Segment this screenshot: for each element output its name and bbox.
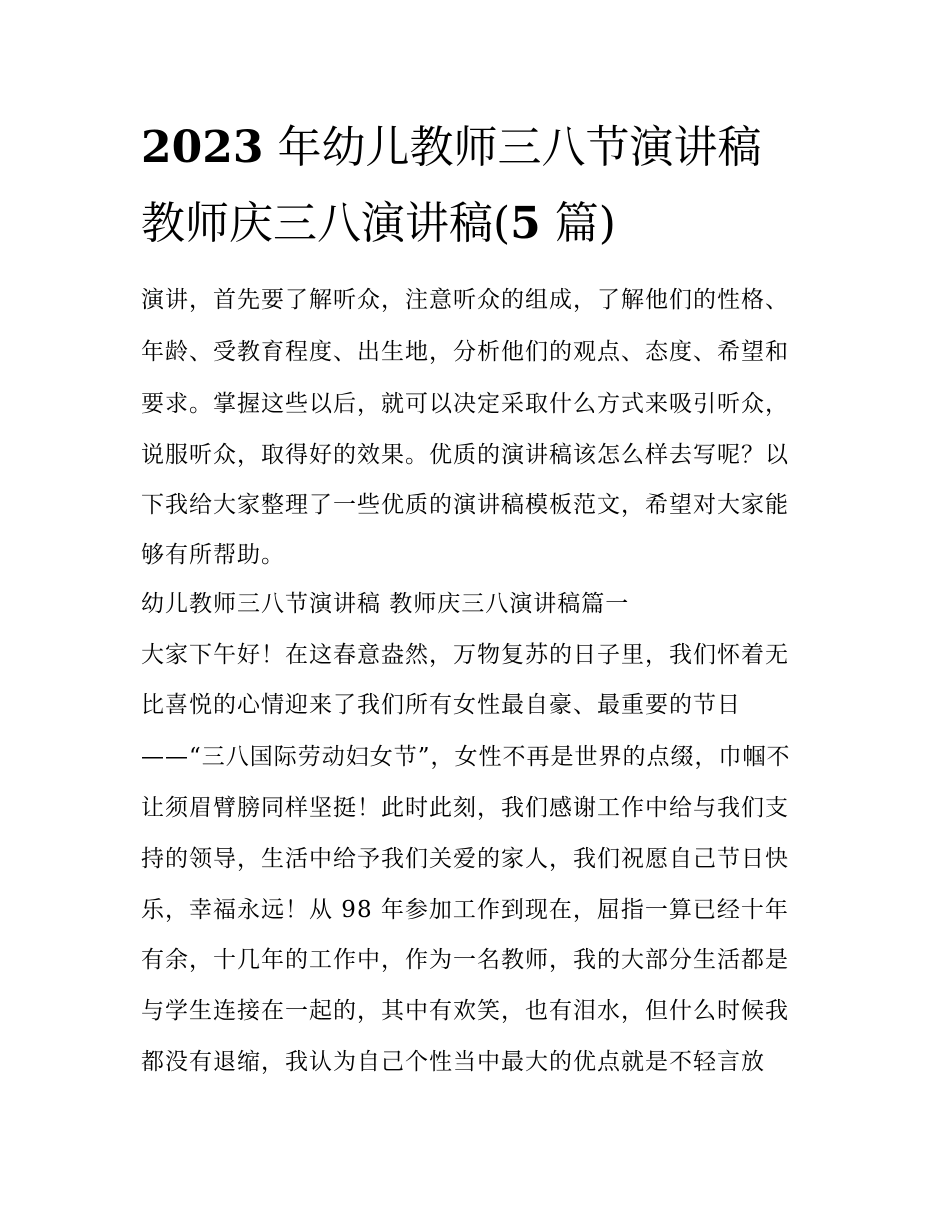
body-line: 够有所帮助。 [141, 542, 285, 568]
title-count: 5 [510, 198, 541, 249]
body-line: 乐，幸福永远！从 98 年参加工作到现在，屈指一算已经十年 [141, 897, 789, 923]
body-line: 持的领导，生活中给予我们关爱的家人，我们祝愿自己节日快 [141, 846, 789, 872]
title-line-2-text-b: 篇) [554, 198, 616, 249]
body-line: 下我给大家整理了一些优质的演讲稿模板范文，希望对大家能 [141, 492, 789, 518]
body-line: 年龄、受教育程度、出生地，分析他们的观点、态度、希望和 [141, 339, 789, 365]
body-line: 说服听众，取得好的效果。优质的演讲稿该怎么样去写呢？以 [141, 442, 789, 468]
body-line: 比喜悦的心情迎来了我们所有女性最自豪、最重要的节日 [141, 692, 741, 718]
title-year: 2023 [141, 122, 264, 173]
title-line-1-text: 年幼儿教师三八节演讲稿 [277, 122, 762, 173]
section-heading: 幼儿教师三八节演讲稿 教师庆三八演讲稿篇一 [141, 591, 630, 617]
body-line: 演讲，首先要了解听众，注意听众的组成，了解他们的性格、 [141, 287, 789, 313]
title-line-2-text-a: 教师庆三八演讲稿( [141, 198, 511, 249]
body-line: 大家下午好！在这春意盎然，万物复苏的日子里，我们怀着无 [141, 642, 789, 668]
document-title-line-2 [141, 196, 821, 252]
document-title-line-1 [141, 120, 821, 176]
body-line: 与学生连接在一起的，其中有欢笑，也有泪水，但什么时候我 [141, 998, 789, 1024]
body-line: 让须眉臂膀同样坚挺！此时此刻，我们感谢工作中给与我们支 [141, 795, 789, 821]
body-line: 有余，十几年的工作中，作为一名教师，我的大部分生活都是 [141, 947, 789, 973]
body-line: 都没有退缩，我认为自己个性当中最大的优点就是不轻言放 [141, 1049, 765, 1075]
body-line: ——“三八国际劳动妇女节”，女性不再是世界的点缀，巾帼不 [141, 744, 791, 770]
body-line: 要求。掌握这些以后，就可以决定采取什么方式来吸引听众， [141, 391, 789, 417]
